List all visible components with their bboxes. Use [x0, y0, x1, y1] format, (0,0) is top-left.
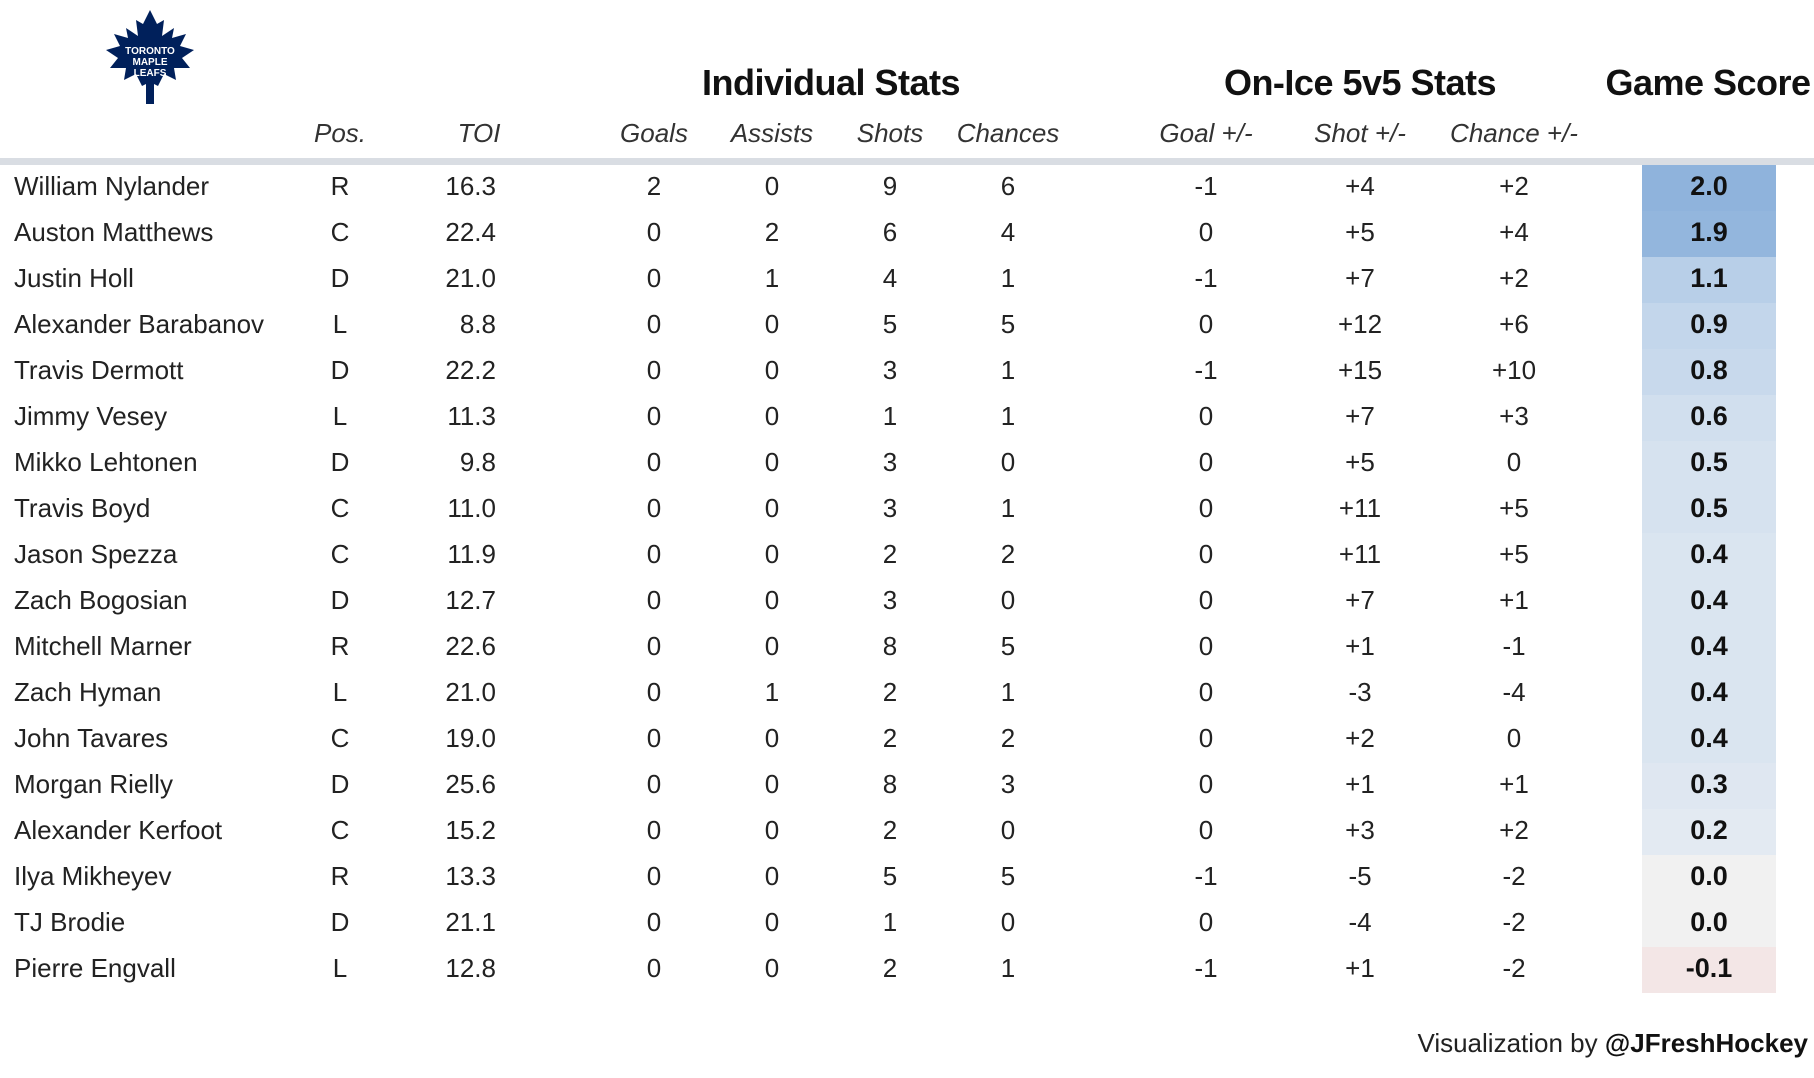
cell-shot-pm: +5 [1345, 447, 1375, 477]
cell-pos: L [332, 401, 348, 431]
cell-goals: 0 [646, 631, 662, 661]
cell-shot-pm: +1 [1345, 769, 1375, 799]
cell-goal-pm: 0 [1198, 539, 1214, 569]
cell-shot-pm: +7 [1345, 585, 1375, 615]
cell-player-name: John Tavares [14, 723, 169, 753]
cell-pos: R [330, 171, 350, 201]
cell-shots: 3 [882, 493, 898, 523]
game-score-value: 0.9 [1690, 309, 1728, 339]
col-header-toi: TOI [457, 118, 501, 148]
table-row [0, 165, 1814, 211]
cell-assists: 0 [764, 723, 780, 753]
cell-goal-pm: 0 [1198, 447, 1214, 477]
game-score-value: 2.0 [1690, 171, 1728, 201]
cell-assists: 0 [764, 953, 780, 983]
cell-player-name: Travis Dermott [14, 355, 184, 385]
cell-shots: 3 [882, 447, 898, 477]
cell-pos: D [330, 585, 350, 615]
cell-toi: 12.7 [445, 585, 496, 615]
cell-chance-pm: 0 [1506, 723, 1522, 753]
game-score-value: 0.3 [1690, 769, 1728, 799]
cell-goals: 0 [646, 677, 662, 707]
cell-player-name: Zach Bogosian [14, 585, 188, 615]
cell-assists: 2 [764, 217, 780, 247]
col-header-goals: Goals [620, 118, 688, 148]
cell-chances: 0 [1000, 585, 1016, 615]
cell-chance-pm: +1 [1499, 769, 1529, 799]
cell-shot-pm: +7 [1345, 263, 1375, 293]
cell-chances: 5 [1000, 309, 1016, 339]
cell-shots: 1 [882, 907, 898, 937]
cell-goal-pm: -1 [1194, 355, 1218, 385]
col-header-chances: Chances [956, 118, 1060, 148]
cell-chance-pm: +5 [1499, 539, 1529, 569]
cell-chances: 0 [1000, 447, 1016, 477]
cell-shots: 2 [882, 815, 898, 845]
cell-shot-pm: +12 [1337, 309, 1383, 339]
table-row [0, 625, 1814, 671]
cell-shots: 2 [882, 539, 898, 569]
game-score-value: 0.0 [1690, 907, 1728, 937]
cell-assists: 0 [764, 861, 780, 891]
cell-shots: 8 [882, 769, 898, 799]
cell-goals: 0 [646, 953, 662, 983]
cell-pos: L [332, 309, 348, 339]
cell-goals: 0 [646, 401, 662, 431]
cell-chance-pm: -2 [1502, 907, 1526, 937]
cell-chance-pm: +3 [1499, 401, 1529, 431]
cell-goals: 0 [646, 263, 662, 293]
game-score-value: 1.9 [1690, 217, 1728, 247]
cell-shots: 5 [882, 309, 898, 339]
game-score-cell [1642, 211, 1776, 257]
table-row [0, 349, 1814, 395]
cell-shot-pm: +2 [1345, 723, 1375, 753]
cell-shot-pm: -5 [1348, 861, 1372, 891]
col-header-goal-pm: Goal +/- [1159, 118, 1253, 148]
cell-chance-pm: +4 [1499, 217, 1529, 247]
game-score-cell [1642, 625, 1776, 671]
cell-chance-pm: +6 [1499, 309, 1529, 339]
cell-player-name: Alexander Kerfoot [14, 815, 223, 845]
cell-pos: D [330, 355, 350, 385]
table-row [0, 395, 1814, 441]
cell-assists: 0 [764, 815, 780, 845]
table-row [0, 855, 1814, 901]
cell-shot-pm: +5 [1345, 217, 1375, 247]
table-row [0, 441, 1814, 487]
cell-pos: R [330, 861, 350, 891]
cell-goal-pm: -1 [1194, 263, 1218, 293]
cell-player-name: TJ Brodie [14, 907, 126, 937]
cell-goals: 0 [646, 769, 662, 799]
table-row [0, 763, 1814, 809]
cell-shot-pm: +4 [1345, 171, 1375, 201]
col-header-assists: Assists [730, 118, 814, 148]
cell-goals: 0 [646, 309, 662, 339]
cell-chances: 0 [1000, 907, 1016, 937]
cell-shots: 5 [882, 861, 898, 891]
game-score-value: 0.8 [1690, 355, 1728, 385]
cell-assists: 0 [764, 171, 780, 201]
game-score-cell [1642, 809, 1776, 855]
cell-shot-pm: +7 [1345, 401, 1375, 431]
cell-pos: C [330, 539, 350, 569]
cell-goal-pm: -1 [1194, 953, 1218, 983]
cell-goal-pm: 0 [1198, 677, 1214, 707]
cell-shots: 1 [882, 401, 898, 431]
cell-goals: 0 [646, 815, 662, 845]
cell-assists: 0 [764, 355, 780, 385]
cell-goal-pm: 0 [1198, 585, 1214, 615]
table-row [0, 947, 1814, 993]
cell-assists: 0 [764, 631, 780, 661]
cell-chances: 2 [1000, 723, 1016, 753]
cell-goals: 0 [646, 355, 662, 385]
cell-pos: C [330, 815, 350, 845]
cell-toi: 15.2 [445, 815, 496, 845]
cell-shots: 2 [882, 953, 898, 983]
cell-chances: 1 [1000, 493, 1016, 523]
cell-shot-pm: +3 [1345, 815, 1375, 845]
cell-goals: 2 [646, 171, 662, 201]
group-title-gamescore: Game Score [1605, 62, 1811, 103]
table-row [0, 901, 1814, 947]
cell-pos: L [332, 677, 348, 707]
cell-pos: C [330, 493, 350, 523]
table-row [0, 579, 1814, 625]
cell-toi: 22.6 [445, 631, 496, 661]
cell-player-name: Auston Matthews [14, 217, 214, 247]
cell-shots: 8 [882, 631, 898, 661]
cell-goals: 0 [646, 585, 662, 615]
table-row [0, 717, 1814, 763]
cell-toi: 11.9 [447, 539, 496, 569]
game-score-cell [1642, 395, 1776, 441]
cell-toi: 12.8 [445, 953, 496, 983]
maple-leaf-icon [102, 8, 198, 112]
cell-player-name: Morgan Rielly [14, 769, 173, 799]
table-row [0, 257, 1814, 303]
logo-line2: MAPLE [132, 57, 168, 68]
game-score-cell [1642, 579, 1776, 625]
game-score-value: 0.0 [1690, 861, 1728, 891]
logo-line3: LEAFS [133, 68, 167, 79]
cell-chance-pm: +10 [1491, 355, 1537, 385]
cell-chances: 1 [1000, 401, 1016, 431]
game-score-cell [1642, 165, 1776, 211]
table-row [0, 211, 1814, 257]
game-score-value: 0.2 [1690, 815, 1728, 845]
game-score-cell [1642, 855, 1776, 901]
cell-player-name: Mitchell Marner [14, 631, 192, 661]
cell-pos: R [330, 631, 350, 661]
col-header-pos: Pos. [313, 118, 367, 148]
game-score-cell [1642, 303, 1776, 349]
cell-player-name: Travis Boyd [14, 493, 151, 523]
cell-shot-pm: -3 [1348, 677, 1372, 707]
cell-chance-pm: -2 [1502, 861, 1526, 891]
cell-chances: 5 [1000, 861, 1016, 891]
maple-leafs-logo [102, 8, 198, 112]
game-score-value: 0.5 [1690, 493, 1728, 523]
table-row [0, 303, 1814, 349]
cell-chance-pm: -4 [1502, 677, 1526, 707]
cell-pos: D [330, 907, 350, 937]
cell-assists: 0 [764, 585, 780, 615]
cell-toi: 22.2 [445, 355, 496, 385]
cell-chance-pm: +2 [1499, 171, 1529, 201]
cell-goal-pm: 0 [1198, 309, 1214, 339]
cell-chances: 0 [1000, 815, 1016, 845]
cell-shot-pm: +1 [1345, 631, 1375, 661]
cell-shot-pm: +1 [1345, 953, 1375, 983]
header-divider [0, 158, 1814, 165]
cell-goal-pm: 0 [1198, 493, 1214, 523]
game-score-cell [1642, 441, 1776, 487]
game-score-value: 0.5 [1690, 447, 1728, 477]
cell-goal-pm: 0 [1198, 815, 1214, 845]
credit-prefix: Visualization by [1417, 1028, 1605, 1058]
table-row [0, 809, 1814, 855]
cell-goal-pm: 0 [1198, 723, 1214, 753]
cell-chance-pm: -2 [1502, 953, 1526, 983]
cell-assists: 1 [764, 677, 780, 707]
cell-assists: 0 [764, 447, 780, 477]
cell-shot-pm: -4 [1348, 907, 1372, 937]
game-score-value: 0.4 [1690, 585, 1728, 615]
cell-pos: D [330, 263, 350, 293]
game-score-cell [1642, 487, 1776, 533]
cell-chances: 6 [1000, 171, 1016, 201]
cell-assists: 0 [764, 493, 780, 523]
cell-chances: 2 [1000, 539, 1016, 569]
cell-assists: 0 [764, 539, 780, 569]
cell-shots: 2 [882, 677, 898, 707]
cell-toi: 21.0 [445, 677, 496, 707]
cell-shot-pm: +15 [1337, 355, 1383, 385]
cell-goal-pm: 0 [1198, 401, 1214, 431]
game-score-value: 1.1 [1690, 263, 1728, 293]
cell-pos: L [332, 953, 348, 983]
cell-player-name: Jason Spezza [14, 539, 178, 569]
cell-player-name: Ilya Mikheyev [14, 861, 172, 891]
game-score-value: 0.4 [1690, 677, 1728, 707]
cell-goals: 0 [646, 907, 662, 937]
cell-shot-pm: +11 [1338, 493, 1382, 523]
cell-pos: C [330, 723, 350, 753]
cell-chance-pm: 0 [1506, 447, 1522, 477]
cell-goals: 0 [646, 861, 662, 891]
cell-chance-pm: +5 [1499, 493, 1529, 523]
table-row [0, 533, 1814, 579]
cell-assists: 0 [764, 907, 780, 937]
game-score-value: 0.4 [1690, 631, 1728, 661]
credit-line [1417, 1028, 1808, 1059]
cell-player-name: Justin Holl [14, 263, 134, 293]
cell-pos: D [330, 447, 350, 477]
cell-shots: 3 [882, 585, 898, 615]
cell-goals: 0 [646, 723, 662, 753]
cell-goal-pm: 0 [1198, 631, 1214, 661]
group-title-individual: Individual Stats [701, 62, 961, 103]
cell-shots: 2 [882, 723, 898, 753]
game-score-value: 0.4 [1690, 723, 1728, 753]
cell-assists: 0 [764, 401, 780, 431]
cell-goals: 0 [646, 217, 662, 247]
cell-chances: 4 [1000, 217, 1016, 247]
cell-goals: 0 [646, 447, 662, 477]
cell-toi: 21.0 [445, 263, 496, 293]
game-score-cell [1642, 349, 1776, 395]
game-score-cell [1642, 901, 1776, 947]
cell-chances: 1 [1000, 677, 1016, 707]
cell-goal-pm: -1 [1194, 171, 1218, 201]
cell-chance-pm: +1 [1499, 585, 1529, 615]
cell-assists: 0 [764, 309, 780, 339]
table-row [0, 487, 1814, 533]
cell-pos: C [330, 217, 350, 247]
cell-toi: 16.3 [445, 171, 496, 201]
credit-handle: @JFreshHockey [1604, 1028, 1808, 1058]
cell-goals: 0 [646, 493, 662, 523]
game-score-value: -0.1 [1685, 953, 1733, 983]
game-score-value: 0.4 [1690, 539, 1728, 569]
cell-chances: 1 [1000, 355, 1016, 385]
cell-goals: 0 [646, 539, 662, 569]
game-score-cell [1642, 257, 1776, 303]
cell-player-name: Zach Hyman [14, 677, 162, 707]
cell-toi: 8.8 [459, 309, 496, 339]
cell-chance-pm: +2 [1499, 815, 1529, 845]
cell-player-name: Jimmy Vesey [14, 401, 168, 431]
cell-player-name: William Nylander [14, 171, 210, 201]
cell-toi: 21.1 [445, 907, 496, 937]
cell-shots: 6 [882, 217, 898, 247]
game-score-cell [1642, 763, 1776, 809]
cell-shots: 3 [882, 355, 898, 385]
col-header-chance-pm: Chance +/- [1450, 118, 1578, 148]
col-header-shots: Shots [856, 118, 924, 148]
game-score-cell [1642, 533, 1776, 579]
cell-toi: 11.3 [447, 401, 496, 431]
cell-pos: D [330, 769, 350, 799]
cell-shots: 4 [882, 263, 898, 293]
cell-player-name: Pierre Engvall [14, 953, 176, 983]
cell-chance-pm: -1 [1502, 631, 1526, 661]
game-score-cell [1642, 671, 1776, 717]
cell-chances: 1 [1000, 263, 1016, 293]
cell-shots: 9 [882, 171, 898, 201]
logo-line1: TORONTO [125, 46, 175, 57]
cell-chance-pm: +2 [1499, 263, 1529, 293]
cell-chances: 3 [1000, 769, 1016, 799]
cell-shot-pm: +11 [1338, 539, 1382, 569]
cell-goal-pm: 0 [1198, 217, 1214, 247]
cell-toi: 11.0 [447, 493, 496, 523]
cell-goal-pm: 0 [1198, 907, 1214, 937]
cell-player-name: Alexander Barabanov [14, 309, 265, 339]
cell-assists: 1 [764, 263, 780, 293]
game-score-cell [1642, 717, 1776, 763]
cell-toi: 22.4 [445, 217, 496, 247]
cell-player-name: Mikko Lehtonen [14, 447, 198, 477]
cell-toi: 9.8 [459, 447, 496, 477]
col-header-shot-pm: Shot +/- [1314, 118, 1406, 148]
cell-chances: 5 [1000, 631, 1016, 661]
game-score-cell [1642, 947, 1776, 993]
cell-toi: 13.3 [445, 861, 496, 891]
cell-toi: 25.6 [445, 769, 496, 799]
group-title-onice: On-Ice 5v5 Stats [1223, 62, 1497, 103]
game-score-value: 0.6 [1690, 401, 1728, 431]
cell-goal-pm: -1 [1194, 861, 1218, 891]
cell-assists: 0 [764, 769, 780, 799]
table-row [0, 671, 1814, 717]
cell-goal-pm: 0 [1198, 769, 1214, 799]
cell-chances: 1 [1000, 953, 1016, 983]
cell-toi: 19.0 [445, 723, 496, 753]
